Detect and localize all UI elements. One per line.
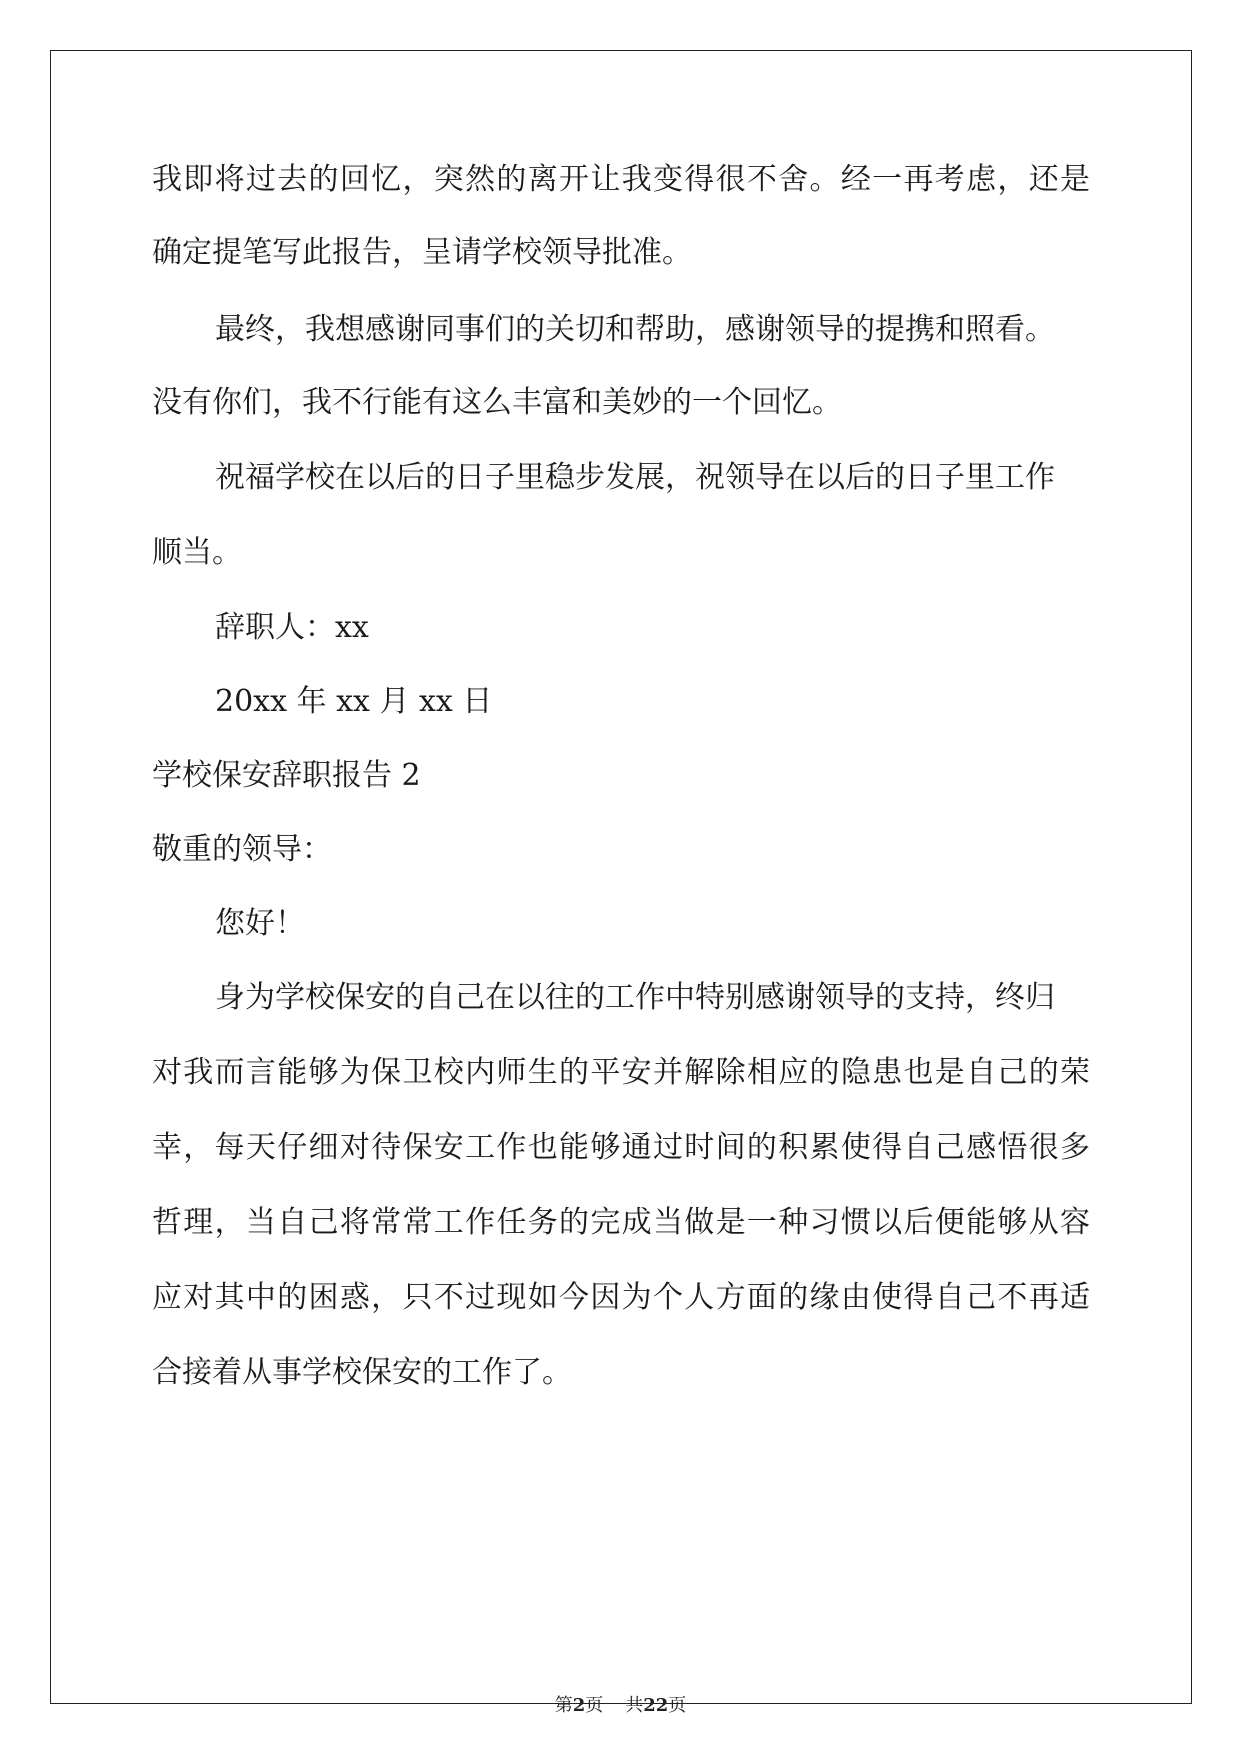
paragraph-line: 身为学校保安的自己在以往的工作中特别感谢领导的支持，终归 [215, 980, 1055, 1015]
section-heading: 学校保安辞职报告 2 [152, 758, 421, 793]
page-frame [50, 50, 1192, 1704]
paragraph-line: 幸，每天仔细对待保安工作也能够通过时间的积累使得自己感悟很多 [152, 1130, 1090, 1165]
greeting: 您好！ [215, 906, 305, 941]
current-page-number: 2 [572, 1695, 586, 1716]
footer-prefix: 第 [554, 1695, 573, 1716]
paragraph-line: 哲理，当自己将常常工作任务的完成当做是一种习惯以后便能够从容 [152, 1205, 1090, 1240]
salutation: 敬重的领导： [152, 832, 332, 867]
paragraph-line: 应对其中的困惑，只不过现如今因为个人方面的缘由使得自己不再适 [152, 1280, 1090, 1315]
signature-line: 辞职人：xx [215, 610, 369, 645]
footer-total-suffix: 页 [668, 1695, 687, 1716]
paragraph-line: 合接着从事学校保安的工作了。 [152, 1355, 572, 1390]
page-footer [0, 1694, 1241, 1718]
paragraph-line: 最终，我想感谢同事们的关切和帮助，感谢领导的提携和照看。 [215, 312, 1055, 347]
paragraph-line: 祝福学校在以后的日子里稳步发展，祝领导在以后的日子里工作 [215, 460, 1055, 495]
paragraph-line: 顺当。 [152, 535, 242, 570]
paragraph-line: 确定提笔写此报告，呈请学校领导批准。 [152, 235, 692, 270]
footer-total-prefix: 共 [625, 1695, 644, 1716]
date-line: 20xx 年 xx 月 xx 日 [215, 684, 493, 719]
paragraph-line: 没有你们，我不行能有这么丰富和美妙的一个回忆。 [152, 385, 842, 420]
total-page-count: 22 [643, 1695, 669, 1716]
paragraph-line: 我即将过去的回忆，突然的离开让我变得很不舍。经一再考虑，还是 [152, 162, 1090, 197]
footer-page-suffix: 页 [585, 1695, 604, 1716]
paragraph-line: 对我而言能够为保卫校内师生的平安并解除相应的隐患也是自己的荣 [152, 1055, 1090, 1090]
